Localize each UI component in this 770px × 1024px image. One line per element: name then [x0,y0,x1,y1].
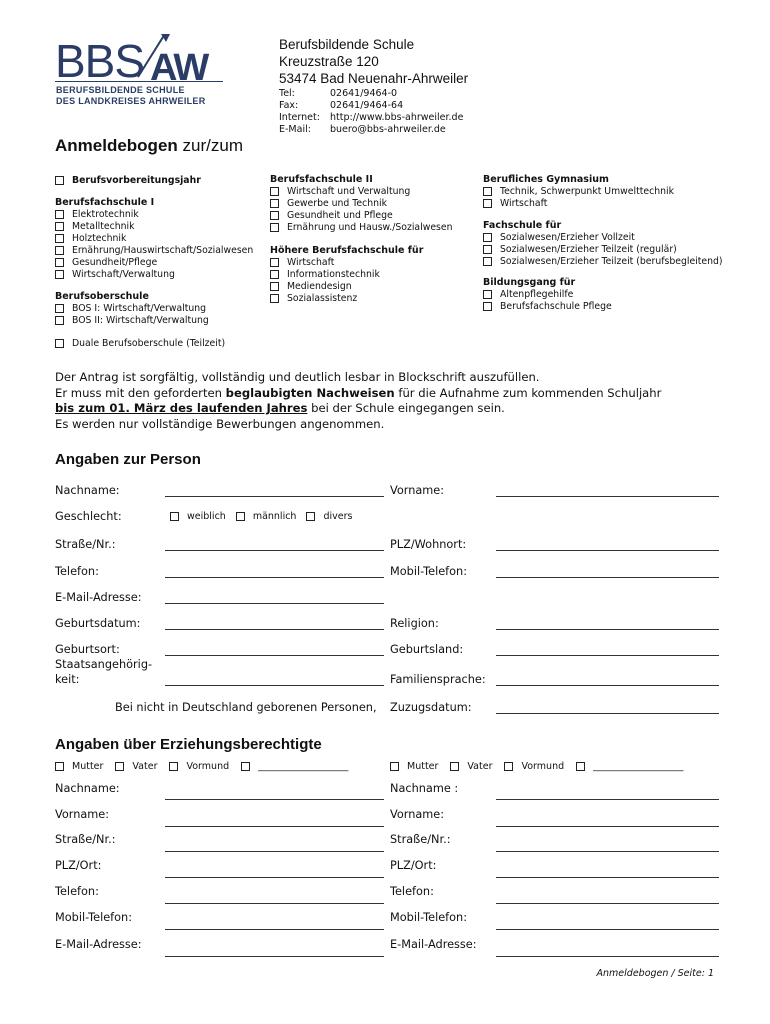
checkbox[interactable] [483,290,492,299]
intro-line-3 [55,401,661,417]
checkbox[interactable] [55,270,64,279]
option-label: Informationstechnik [287,268,380,280]
option-label: Wirtschaft und Verwaltung [287,185,411,197]
option-label: Altenpflegehilfe [500,288,574,300]
form-title-bold: Anmeldebogen [55,136,178,155]
staat-field[interactable] [165,685,384,686]
school-name: Berufsbildende Schule [279,37,415,52]
option-bgang-0[interactable] [483,288,723,300]
checkbox-mutter[interactable] [55,762,64,771]
guardian-other-line[interactable]: ___________________ [258,761,349,772]
g2-nachname-label: Nachname : [390,782,459,795]
option-label: Ernährung/Hauswirtschaft/Sozialwesen [72,244,254,256]
column-1 [55,174,253,349]
geschlecht-label: Geschlecht: [55,510,122,523]
option-fs-1[interactable] [483,243,723,255]
g2-plz-label: PLZ/Ort: [390,859,437,872]
zuzug-field[interactable] [496,713,719,714]
web-link[interactable]: http://www.bbs-ahrweiler.de [330,112,464,123]
checkbox[interactable] [483,233,492,242]
tel-value: 02641/9464-0 [330,88,398,99]
intro-text-part: Er muss mit den geforderten [55,385,226,400]
column-3 [483,174,723,312]
plz-label: PLZ/Wohnort: [390,538,467,551]
school-street: Kreuzstraße 120 [279,54,379,69]
mobil-label: Mobil-Telefon: [390,565,468,578]
page-footer: Anmeldebogen / Seite: 1 [596,968,714,979]
section-fs: Fachschule für [483,220,562,231]
mail-label: E-Mail: [279,124,311,135]
intro-bold: beglaubigten Nachweisen [225,385,395,400]
checkbox-weiblich[interactable] [170,512,179,521]
g1-strasse-field[interactable] [165,851,384,852]
column-2 [270,174,453,304]
intro-text-part: für die Aufnahme zum kommenden Schuljahr [394,385,662,400]
checkbox[interactable] [55,222,64,231]
guardian-option-label: Vormund [186,761,230,772]
gebdatum-label: Geburtsdatum: [55,617,141,630]
g2-email-field[interactable] [496,956,719,957]
mobil-field[interactable] [496,577,719,578]
nachname-label: Nachname: [55,484,120,497]
option-label: Mediendesign [287,280,352,292]
intro-line-2 [55,386,661,402]
vorname-field[interactable] [496,496,719,497]
option-label: Metalltechnik [72,220,135,232]
checkbox[interactable] [270,270,279,279]
g1-vorname-field[interactable] [165,826,384,827]
guardians-heading: Angaben über Erziehungsberechtigte [55,736,322,753]
option-bf1-0[interactable] [55,208,253,220]
checkbox[interactable] [483,302,492,311]
gebort-label: Geburtsort: [55,643,120,656]
option-label: Duale Berufsoberschule (Teilzeit) [72,337,226,349]
option-hbf-1[interactable] [270,268,453,280]
guardian-option-label: Vormund [521,761,565,772]
checkbox-maennlich[interactable] [236,512,245,521]
g-vorname-label: Vorname: [55,808,110,821]
checkbox[interactable] [55,258,64,267]
option-bf2-0[interactable] [270,185,453,197]
g2-mobil-label: Mobil-Telefon: [390,911,468,924]
checkbox[interactable] [270,223,279,232]
g2-mobil-field[interactable] [496,929,719,930]
form-title [55,136,243,156]
guardian-1-options [55,761,348,772]
checkbox-other[interactable] [241,762,250,771]
checkbox[interactable] [270,282,279,291]
option-hbf-2[interactable] [270,280,453,292]
email-field[interactable] [165,603,384,604]
option-label: Gesundheit und Pflege [287,209,393,221]
option-label: Berufsfachschule Pflege [500,300,612,312]
g2-vorname-field[interactable] [496,826,719,827]
option-bg-1[interactable] [483,197,723,209]
checkbox[interactable] [55,210,64,219]
g2-nachname-field[interactable] [496,799,719,800]
option-bvj[interactable] [55,174,253,186]
staat-label-1: Staatsangehörig- [55,658,153,671]
form-title-rest: zur/zum [177,136,243,155]
option-duale[interactable] [55,337,253,349]
guardian-option-label: Vater [467,761,493,772]
option-label: Sozialwesen/Erzieher Teilzeit (regulär) [500,243,677,255]
checkbox[interactable] [55,339,64,348]
logo-bbs: BBS [55,35,145,87]
option-label: Wirtschaft [500,197,548,209]
person-heading: Angaben zur Person [55,451,201,468]
guardian-option-label: Vater [132,761,158,772]
option-label: BOS II: Wirtschaft/Verwaltung [72,314,209,326]
guardian-2-options [390,761,683,772]
intro-line-4: Es werden nur vollständige Bewerbungen angenommen. [55,416,385,431]
gender-options [170,511,352,522]
checkbox[interactable] [270,187,279,196]
g1-plz-field[interactable] [165,877,384,878]
option-bf1-3[interactable] [55,244,253,256]
logo-sub-1: BERUFSBILDENDE SCHULE [56,85,185,95]
option-label: Gesundheit/Pflege [72,256,158,268]
g2-telefon-field[interactable] [496,903,719,904]
gender-label: divers [323,511,353,522]
g-plz-label: PLZ/Ort: [55,859,102,872]
checkbox[interactable] [55,246,64,255]
option-bgang-1[interactable] [483,300,723,312]
section-bf1: Berufsfachschule I [55,197,155,208]
section-bos: Berufsoberschule [55,291,149,302]
section-bgang: Bildungsgang für [483,277,576,288]
checkbox[interactable] [270,258,279,267]
g-strasse-label: Straße/Nr.: [55,833,116,846]
option-label: Sozialassistenz [287,292,358,304]
logo-aw: AW [150,47,208,89]
g2-strasse-field[interactable] [496,851,719,852]
web-label: Internet: [279,112,320,123]
fax-value: 02641/9464-64 [330,100,404,111]
option-label: Elektrotechnik [72,208,139,220]
checkbox[interactable] [483,199,492,208]
mail-link[interactable]: buero@bbs-ahrweiler.de [330,124,446,135]
gebland-label: Geburtsland: [390,643,464,656]
vorname-label: Vorname: [390,484,445,497]
option-bf1-2[interactable] [55,232,253,244]
school-city: 53474 Bad Neuenahr-Ahrweiler [279,71,469,86]
gender-label: männlich [252,511,297,522]
tel-label: Tel: [279,88,295,99]
intro-line-1: Der Antrag ist sorgfältig, vollständig und deutlich lesbar in Blockschrift auszufüllen. [55,370,540,384]
gebland-field[interactable] [496,655,719,656]
checkbox-vater[interactable] [115,762,124,771]
email-label: E-Mail-Adresse: [55,591,142,604]
nachname-field[interactable] [165,496,384,497]
checkbox-divers[interactable] [306,512,315,521]
plz-field[interactable] [496,550,719,551]
option-label: Ernährung und Hausw./Sozialwesen [287,221,453,233]
checkbox[interactable] [483,257,492,266]
option-label: Technik, Schwerpunkt Umwelttechnik [500,185,674,197]
option-hbf-3[interactable] [270,292,453,304]
option-bos-1[interactable] [55,314,253,326]
familiensprache-label: Familiensprache: [390,673,486,686]
checkbox[interactable] [270,294,279,303]
g1-nachname-field[interactable] [165,799,384,800]
option-hbf-0[interactable] [270,256,453,268]
deadline: bis zum 01. März des laufenden Jahres [55,401,308,415]
option-bf1-5[interactable] [55,268,253,280]
section-bg: Berufliches Gymnasium [483,174,609,185]
gebort-field[interactable] [165,655,384,656]
gebdatum-field[interactable] [165,629,384,630]
checkbox[interactable] [55,304,64,313]
option-label: Wirtschaft [287,256,335,268]
section-hbf: Höhere Berufsfachschule für [270,245,424,256]
option-label: Gewerbe und Technik [287,197,387,209]
g-nachname-label: Nachname: [55,782,120,795]
option-label: Sozialwesen/Erzieher Teilzeit (berufsbegleitend) [500,255,723,267]
g1-mobil-field[interactable] [165,929,384,930]
checkbox-vormund[interactable] [169,762,178,771]
option-label: BOS I: Wirtschaft/Verwaltung [72,302,207,314]
g1-telefon-field[interactable] [165,903,384,904]
checkbox[interactable] [270,211,279,220]
checkbox[interactable] [483,245,492,254]
fax-label: Fax: [279,100,299,111]
checkbox[interactable] [55,316,64,325]
checkbox-vater[interactable] [450,762,459,771]
guardian-other-line[interactable]: ___________________ [593,761,684,772]
option-bf2-1[interactable] [270,197,453,209]
g2-telefon-label: Telefon: [390,885,434,898]
option-bf1-4[interactable] [55,256,253,268]
option-fs-0[interactable] [483,231,723,243]
logo-rule [55,81,223,82]
nichtdt-label: Bei nicht in Deutschland geborenen Personen, [115,701,377,714]
checkbox-vormund[interactable] [504,762,513,771]
g2-plz-field[interactable] [496,877,719,878]
checkbox-mutter[interactable] [390,762,399,771]
option-bf2-3[interactable] [270,221,453,233]
g1-email-field[interactable] [165,956,384,957]
option-label: Sozialwesen/Erzieher Vollzeit [500,231,635,243]
telefon-field[interactable] [165,577,384,578]
contact-block [279,88,479,138]
intro-text [55,370,661,432]
religion-field[interactable] [496,629,719,630]
checkbox-other[interactable] [576,762,585,771]
option-bf1-1[interactable] [55,220,253,232]
option-bf2-2[interactable] [270,209,453,221]
gender-label: weiblich [187,511,226,522]
option-bos-0[interactable] [55,302,253,314]
checkbox[interactable] [270,199,279,208]
g-email-label: E-Mail-Adresse: [55,938,142,951]
checkbox[interactable] [483,187,492,196]
checkbox[interactable] [55,234,64,243]
telefon-label: Telefon: [55,565,99,578]
section-bf2: Berufsfachschule II [270,174,373,185]
option-label: Holztechnik [72,232,127,244]
option-label: Wirtschaft/Verwaltung [72,268,175,280]
g-telefon-label: Telefon: [55,885,99,898]
g2-strasse-label: Straße/Nr.: [390,833,451,846]
staat-label-2: keit: [55,673,80,686]
g2-email-label: E-Mail-Adresse: [390,938,477,951]
religion-label: Religion: [390,617,439,630]
guardian-option-label: Mutter [407,761,439,772]
strasse-field[interactable] [165,550,384,551]
option-fs-2[interactable] [483,255,723,267]
checkbox[interactable] [55,176,64,185]
familiensprache-field[interactable] [496,685,719,686]
zuzug-label: Zuzugsdatum: [390,701,472,714]
g-mobil-label: Mobil-Telefon: [55,911,133,924]
option-label: Berufsvorbereitungsjahr [72,174,201,186]
option-bg-0[interactable] [483,185,723,197]
intro-text-part: bei der Schule eingegangen sein. [307,401,505,415]
strasse-label: Straße/Nr.: [55,538,116,551]
g2-vorname-label: Vorname: [390,808,445,821]
logo-sub-2: DES LANDKREISES AHRWEILER [56,96,206,106]
guardian-option-label: Mutter [72,761,104,772]
